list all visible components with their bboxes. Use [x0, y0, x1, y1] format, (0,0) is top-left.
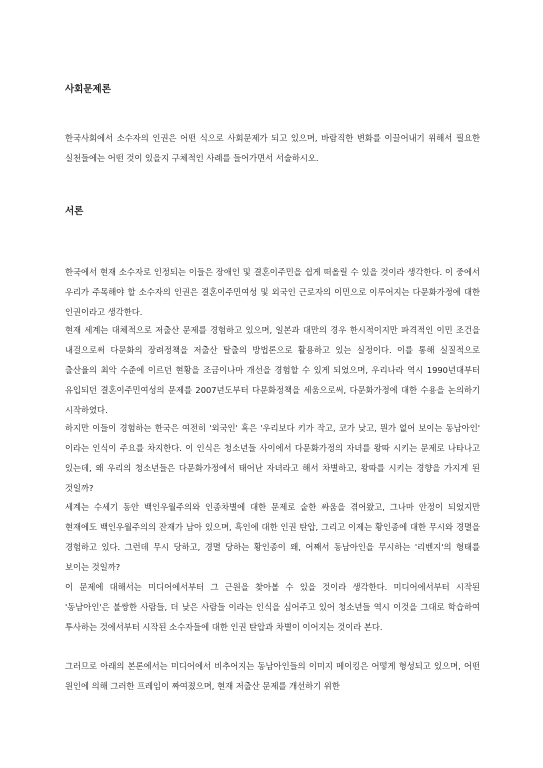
section-heading-intro: 서론	[65, 206, 84, 217]
paragraph-3: 하지만 이들이 경험하는 한국은 여전히 '외국인' 혹은 '우리보다 키가 작고, 코가 낮고, 뭔가 없어 보이는 동남아인' 이라는 인식이 주요를 차지한다. 이 인식은 청소년들 사이에서 다문화가정의 자녀를 왕따 시키는 문제로 나타나고 있는데, 왜 우리의 청소년들은 다문화가정에서 태어난 자녀라고 해서 차별하고, 왕따를 시키는 경향을 가지게 된 것일까?	[65, 423, 480, 493]
paragraph-4: 세계는 수세기 동안 백인우월주의와 인종차별에 대한 문제로 숱한 싸움을 겪어왔고, 그나마 안정이 되었지만 현재에도 백인우월주의의 잔재가 남아 있으며, 흑인에 대한 인권 탄압, 그리고 이제는 황인종에 대한 무시와 경멸을 경험하고 있다. 그런데 무시 당하고, 경멸 당하는 황인종이 왜, 어째서 동남아인을 무시하는 '리벤지'의 형태를 보이는 것일까?	[65, 502, 480, 572]
paragraph-2: 현재 세계는 대체적으로 저출산 문제를 경험하고 있으며, 일본과 대만의 경우 한시적이지만 파격적인 이민 조건을 내걸으로써 다문화의 장려정책을 저출산 탈출의 방법론으로 활용하고 있는 실정이다. 이를 통해 실질적으로 출산율의 최악 수준에 이르던 현황을 조금이나마 개선을 경험할 수 있게 되었으며, 우리나라 역시 1990년대부터 유입되던 결혼이주민여성의 문제를 2007년도부터 다문화정책을 세움으로써, 다문화가정에 대한 수용을 논의하기 시작하였다.	[65, 325, 480, 415]
paragraph-5: 이 문제에 대해서는 미디어에서부터 그 근원을 찾아볼 수 있을 것이라 생각한다. 미디어에서부터 시작된 '동남아인'은 불쌍한 사람들, 더 낮은 사람들 이라는 인식을 심어주고 있어 청소년들 역시 이것을 그대로 학습하여 투사하는 것에서부터 시작된 소수자들에 대한 인권 탄압과 차별이 이어지는 것이라 본다.	[65, 582, 480, 632]
paragraph-6: 그러므로 아래의 본론에서는 미디어에서 비추어지는 동남아인들의 이미지 메이킹은 어떻게 형성되고 있으며, 어떤 원인에 의해 그러한 프레임이 짜여졌으며, 현재 저출산 문제를 개선하기 위한	[65, 661, 480, 691]
assignment-question: 한국사회에서 소수자의 인권은 어떤 식으로 사회문제가 되고 있으며, 바람직한 변화를 이끌어내기 위해서 필요한 실천들에는 어떤 것이 있을지 구체적인 사례를 들어가면서 서술하시오.	[65, 133, 480, 163]
paragraph-1: 한국에서 현재 소수자로 인정되는 이들은 장애인 및 결혼이주민을 쉽게 떠올릴 수 있을 것이라 생각한다. 이 중에서 우리가 주목해야 할 소수자의 인권은 결혼이주민여성 및 외국인 근로자의 이민으로 이루어지는 다문화가정에 대한 인권이라고 생각한다.	[65, 267, 480, 317]
course-title: 사회문제론	[65, 84, 111, 95]
